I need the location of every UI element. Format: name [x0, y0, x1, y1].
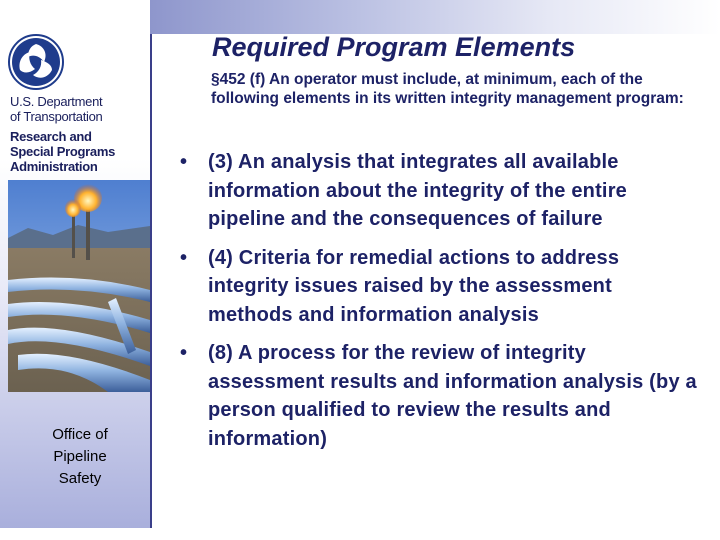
bullet-icon: •	[180, 342, 188, 364]
sidebar-divider	[150, 34, 152, 528]
bullet-icon: •	[180, 151, 188, 173]
bullet-item	[180, 244, 700, 330]
agency-name	[10, 94, 148, 124]
pipeline-flare-photo	[8, 180, 150, 392]
bullet-list	[180, 148, 700, 463]
dot-logo-icon	[8, 34, 64, 90]
slide-title: Required Program Elements	[212, 32, 576, 62]
administration-line: Administration	[10, 159, 98, 174]
bullet-text: (8) A process for the review of integrity assessment results and information analysis (by a person qualified to review the results and information)	[208, 342, 697, 450]
bullet-text: (4) Criteria for remedial actions to address integrity issues raised by the assessment methods and information analysis	[208, 246, 620, 326]
administration-line: Research and	[10, 129, 92, 144]
bullet-icon: •	[180, 246, 188, 269]
administration-name	[10, 129, 148, 174]
agency-line: of Transportation	[10, 109, 103, 124]
office-line: Office of	[52, 426, 108, 443]
bullet-item	[180, 148, 700, 234]
agency-line: U.S. Department	[10, 94, 103, 109]
bullet-item	[180, 339, 700, 453]
office-line: Safety	[58, 470, 102, 487]
office-line: Pipeline	[53, 448, 107, 465]
bullet-text: (3) An analysis that integrates all available information about the integrity of the entire pipeline and the consequences of failure	[208, 151, 627, 230]
office-name	[10, 424, 150, 490]
header-gradient-bar	[150, 0, 720, 34]
regulation-intro: §452 (f) An operator must include, at minimum, each of the following elements in its written integrity management program:	[211, 71, 684, 107]
administration-line: Special Programs	[10, 144, 116, 159]
